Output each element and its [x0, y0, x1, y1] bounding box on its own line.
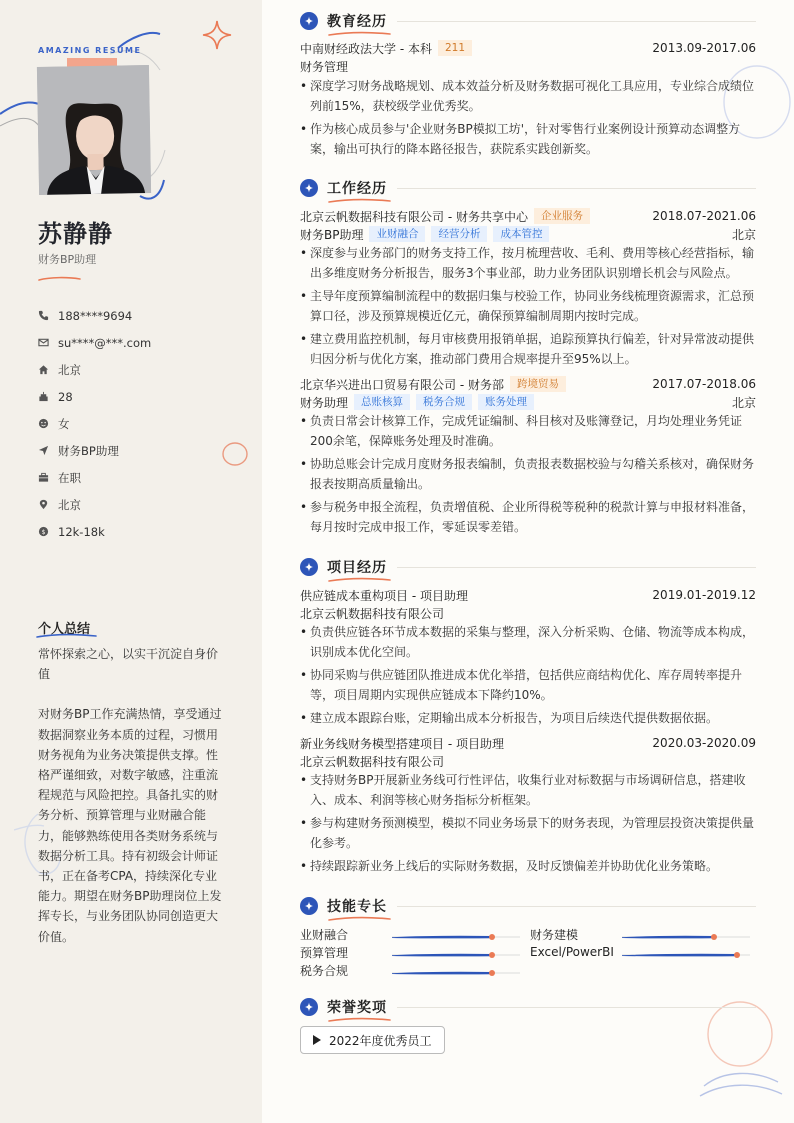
summary-underline [36, 632, 98, 640]
project-name: 新业务线财务模型搭建项目 - 项目助理 [300, 736, 504, 751]
list-item: • 协助总账会计完成月度财务报表编制，负责报表数据校验与勾稽关系核对，确保财务报表按期高质量输出。 [300, 454, 758, 494]
section-divider [397, 567, 756, 568]
summary-heading: 个人总结 [38, 622, 91, 637]
sparkle-badge-icon [300, 558, 318, 576]
job-position: 财务助理 [300, 395, 349, 410]
work-section-header [300, 178, 756, 198]
skills-heading: 技能专长 [327, 899, 387, 915]
job-period: 2017.07-2018.06 [652, 377, 756, 391]
project-company: 北京云帆数据科技有限公司 [300, 754, 445, 769]
list-item: • 作为核心成员参与'企业财务BP模拟工坊'，针对零售行业案例设计预算动态调整方案，输出可执行的降本路径报告，获院系实践创新奖。 [300, 119, 758, 159]
summary-text [38, 644, 222, 967]
list-item: • 参与税务申报全流程，负责增值税、企业所得税等税种的税款计算与申报材料准备，每月按时完成申报工作，零延误零差错。 [300, 497, 758, 537]
info-salary [38, 518, 151, 545]
project-company: 北京云帆数据科技有限公司 [300, 606, 445, 621]
project-period: 2020.03-2020.09 [652, 736, 756, 750]
info-city [38, 356, 151, 383]
job-1-bullets [300, 243, 758, 372]
city-text: 北京 [58, 362, 81, 377]
face-icon [38, 418, 58, 429]
list-item: • 深度参与业务部门的财务支持工作，按月梳理营收、毛利、费用等核心经营指标，输出多维度财务分析报告，服务3个事业部，助力业务团队识别增长机会与风险点。 [300, 243, 758, 283]
resume-tagline: AMAZING RESUME [38, 46, 142, 55]
job-industry-tag: 企业服务 [534, 208, 590, 224]
school-tag: 211 [438, 40, 472, 56]
list-item: • 负责日常会计核算工作，完成凭证编制、科目核对及账簿登记，月均处理业务凭证200余笔，保障账务处理及时准确。 [300, 411, 758, 451]
projects-heading-underline [328, 577, 392, 583]
skill-row [300, 961, 520, 979]
honors-section-header [300, 997, 756, 1017]
projects-heading: 项目经历 [327, 560, 387, 576]
info-work-location [38, 491, 151, 518]
summary-body: 对财务BP工作充满热情，享受通过数据洞察业务本质的过程，习惯用财务视角为业务决策提供支撑。性格严谨细致，对数字敏感，注重流程规范与风险把控。具备扎实的财务分析、预算管理与业财融合能力，能够熟练使用各类财务系统与数据分析工具。持有初级会计师证书，正在备考CPA，持续深化专业能力。期望在财务BP助理岗位上发挥专长，与业务团队协同创造更大价值。 [38, 707, 222, 944]
skills-heading-underline [328, 916, 392, 922]
project-1-bullets [300, 622, 758, 731]
location-pin-icon [38, 499, 58, 510]
email-text: su****@***.com [58, 335, 152, 350]
info-age [38, 383, 151, 410]
section-divider [397, 1007, 756, 1008]
list-item: • 负责供应链各环节成本数据的采集与整理，深入分析采购、仓储、物流等成本构成，识别成本优化空间。 [300, 622, 758, 662]
sparkle-badge-icon [300, 179, 318, 197]
skill-bar-graphic [392, 969, 520, 977]
play-triangle-icon [313, 1035, 321, 1045]
job-position: 财务BP助理 [300, 227, 364, 242]
sparkle-badge-icon [300, 12, 318, 30]
list-item: • 深度学习财务战略规划、成本效益分析及财务数据可视化工具应用，专业综合成绩位列前15%，获校级学业优秀奖。 [300, 76, 758, 116]
section-divider [397, 188, 756, 189]
education-section-header [300, 11, 756, 31]
skill-name: 业财融合 [300, 927, 349, 942]
job-skill-tag: 账务处理 [478, 394, 534, 410]
skill-bar-marker [489, 970, 495, 976]
sparkle-star-icon [202, 20, 232, 50]
skill-bar-marker [489, 934, 495, 940]
job-skill-tag: 成本管控 [493, 226, 549, 242]
skill-bar-fill [392, 954, 492, 956]
info-gender [38, 410, 151, 437]
work-heading: 工作经历 [327, 181, 387, 197]
list-item: • 建立费用监控机制，每月审核费用报销单据，追踪预算执行偏差，针对异常波动提供归因分析与优化方案，推动部门费用合规率提升至95%以上。 [300, 329, 758, 369]
list-item: • 协同采购与供应链团队推进成本优化举措，包括供应商结构优化、库存周转率提升等，项目周期内实现供应链成本下降约10%。 [300, 665, 758, 705]
cake-icon [38, 391, 58, 402]
info-email [38, 329, 151, 356]
job-company: 北京华兴进出口贸易有限公司 - 财务部 [300, 377, 504, 392]
skill-level-bar [622, 948, 750, 956]
skill-level-bar [392, 930, 520, 938]
skill-bar-graphic [392, 951, 520, 959]
skill-bar-marker [734, 952, 740, 958]
skill-row [530, 943, 750, 961]
list-item: • 持续跟踪新业务上线后的实际财务数据，及时反馈偏差并协助优化业务策略。 [300, 856, 758, 876]
info-target-position [38, 437, 151, 464]
project-2-bullets [300, 770, 758, 879]
honors-heading: 荣誉奖项 [327, 1000, 387, 1016]
info-status [38, 464, 151, 491]
sparkle-badge-icon [300, 998, 318, 1016]
name-underline [38, 275, 82, 283]
skill-level-bar [622, 930, 750, 938]
education-heading-underline [328, 31, 392, 37]
job-skill-tag: 经营分析 [431, 226, 487, 242]
education-major-row [300, 57, 756, 75]
education-bullets [300, 76, 758, 162]
job-skill-tag: 税务合规 [416, 394, 472, 410]
education-major: 财务管理 [300, 59, 349, 74]
projects-section-header [300, 557, 756, 577]
job-2-company-row [300, 375, 756, 393]
skill-row [300, 943, 520, 961]
info-phone [38, 302, 151, 329]
skill-bar-fill [392, 972, 492, 974]
skill-bar-fill [622, 936, 714, 938]
skill-name: Excel/PowerBI [530, 945, 614, 959]
job-2-bullets [300, 411, 758, 540]
school-name: 中南财经政法大学 - 本科 [300, 41, 432, 56]
skill-name: 税务合规 [300, 963, 349, 978]
skill-level-bar [392, 966, 520, 974]
education-school-row [300, 39, 756, 57]
gender-text: 女 [58, 416, 70, 431]
project-2-title-row [300, 734, 756, 752]
list-item: • 参与构建财务预测模型，模拟不同业务场景下的财务表现，为管理层投资决策提供量化参考。 [300, 813, 758, 853]
summary-motto: 常怀探索之心，以实干沉淀自身价值 [38, 647, 219, 682]
salary-text: 12k-18k [58, 524, 105, 539]
project-1-company-row [300, 604, 756, 622]
skill-bar-graphic [622, 951, 750, 959]
money-icon [38, 526, 58, 537]
job-skill-tag: 业财融合 [369, 226, 425, 242]
project-name: 供应链成本重构项目 - 项目助理 [300, 588, 468, 603]
age-text: 28 [58, 389, 73, 404]
job-company: 北京云帆数据科技有限公司 - 财务共享中心 [300, 209, 528, 224]
skill-bar-graphic [622, 933, 750, 941]
work-location-text: 北京 [58, 497, 81, 512]
job-skill-tag: 总账核算 [354, 394, 410, 410]
avatar [37, 65, 151, 195]
list-item: • 建立成本跟踪台账，定期输出成本分析报告，为项目后续迭代提供数据依据。 [300, 708, 758, 728]
person-name: 苏静静 [38, 220, 113, 248]
skill-bar-marker [489, 952, 495, 958]
status-text: 在职 [58, 470, 81, 485]
section-divider [397, 906, 756, 907]
list-item: • 支持财务BP开展新业务线可行性评估，收集行业对标数据与市场调研信息，搭建收入、成本、利润等核心财务指标分析框架。 [300, 770, 758, 810]
decorative-ring [220, 440, 250, 470]
job-2-position-row [300, 393, 756, 411]
project-1-title-row [300, 586, 756, 604]
briefcase-icon [38, 472, 58, 483]
person-title: 财务BP助理 [38, 253, 97, 266]
education-period: 2013.09-2017.06 [652, 41, 756, 55]
job-city: 北京 [731, 395, 756, 410]
work-heading-underline [328, 198, 392, 204]
skill-name: 预算管理 [300, 945, 349, 960]
job-industry-tag: 跨境贸易 [510, 376, 566, 392]
project-2-company-row [300, 752, 756, 770]
skill-bar-fill [622, 954, 737, 956]
education-heading: 教育经历 [327, 14, 387, 30]
job-period: 2018.07-2021.06 [652, 209, 756, 223]
award-name: 2022年度优秀员工 [329, 1033, 432, 1048]
sparkle-badge-icon [300, 897, 318, 915]
phone-icon [38, 310, 58, 321]
job-city: 北京 [731, 227, 756, 242]
sidebar [0, 0, 262, 1123]
home-icon [38, 364, 58, 375]
skill-name: 财务建模 [530, 927, 579, 942]
target-position-text: 财务BP助理 [58, 443, 119, 458]
list-item: • 主导年度预算编制流程中的数据归集与校验工作，协同业务线梳理资源需求，汇总预算口径，涉及预算规模近亿元，确保预算编制周期内按时完成。 [300, 286, 758, 326]
send-icon [38, 445, 58, 456]
skill-bar-graphic [392, 933, 520, 941]
skills-section-header [300, 896, 756, 916]
skill-row [300, 925, 520, 943]
honors-heading-underline [328, 1017, 392, 1023]
mail-icon [38, 337, 58, 348]
section-divider [397, 21, 756, 22]
job-1-company-row [300, 207, 756, 225]
phone-text: 188****9694 [58, 308, 133, 323]
svg-text:$: $ [41, 527, 46, 536]
project-period: 2019.01-2019.12 [652, 588, 756, 602]
skill-bar-marker [711, 934, 717, 940]
skill-bar-fill [392, 936, 492, 938]
contact-info-list [38, 302, 151, 545]
job-1-position-row [300, 225, 756, 243]
skill-level-bar [392, 948, 520, 956]
award-item [300, 1026, 445, 1054]
skill-row [530, 925, 750, 943]
